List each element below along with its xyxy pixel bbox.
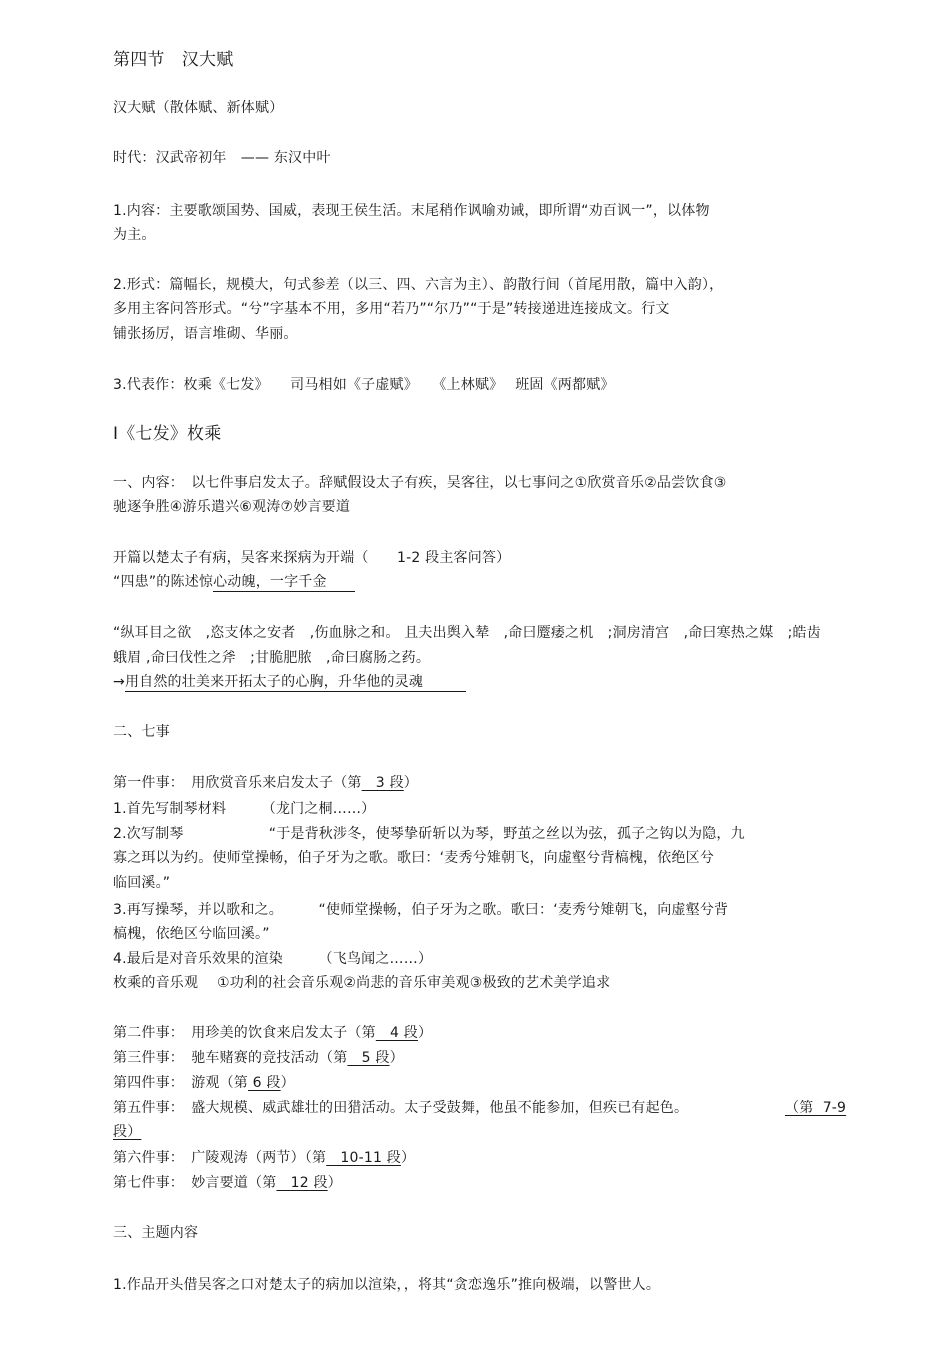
quote-line-3 [113, 673, 466, 692]
theme-line-1: 1.作品开头借吴客之口对楚太子的病加以渲染，，将其“贪恋逸乐”推向极端，以警世人。 [113, 1277, 661, 1293]
form-line-3: 铺张扬厉，语言堆砌、华丽。 [113, 326, 298, 342]
first-item-2-line-3: 临回溪。” [113, 875, 171, 891]
qifa-title: Ⅰ《七发》枚乘 [113, 424, 222, 444]
section-title: 第四节 汉大赋 [113, 50, 234, 70]
first-item-3-line-2: 槁槐，依绝区兮临回溪。” [113, 926, 270, 942]
quote-line-1: “纵耳目之欲 ,恣支体之安者 ,伤血脉之和。 且夫出舆入辇 ,命曰蹷痿之机 ;洞房清宫 ,命曰寒热之媒 ;皓齿 [113, 625, 821, 641]
first-event-head [113, 774, 418, 792]
event-6-paragraph: 10-11 段 [326, 1150, 401, 1166]
event-7-paragraph: 12 段 [276, 1175, 328, 1191]
event-2-close: ） [417, 1025, 433, 1041]
era-line: 时代：汉武帝初年 —— 东汉中叶 [113, 150, 331, 166]
event-5-paragraph-cont: 段） [113, 1124, 142, 1140]
part1-line-2: 驰逐争胜④游乐遣兴⑥观涛⑦妙言要道 [113, 499, 351, 515]
event-4 [113, 1074, 295, 1092]
opening-line-2-text: “四患”的陈述惊 [113, 574, 214, 590]
event-4-paragraph: 6 段 [248, 1075, 281, 1091]
part2-title: 二、七事 [113, 724, 170, 740]
event-2-paragraph: 4 段 [375, 1025, 418, 1041]
event-2 [113, 1024, 432, 1042]
event-3-paragraph: 5 段 [347, 1050, 390, 1066]
first-event-close: ） [403, 775, 418, 791]
first-item-4: 4.最后是对音乐效果的渲染 （飞鸟闻之……） [113, 951, 433, 967]
event-5-paragraph: （第 7-9 [785, 1100, 847, 1116]
form-line-1: 2.形式：篇幅长，规模大，句式参差（以三、四、六言为主）、韵散行间（首尾用散，篇中入韵）， [113, 277, 724, 293]
first-item-2-line-2: 寡之珥以为约。使师堂操畅，伯子牙为之歌。歌曰：‘麦秀兮雉朝飞，向虚壑兮背槁槐，依绝区兮 [113, 850, 715, 866]
first-item-1: 1.首先写制琴材料 （龙门之桐……） [113, 801, 376, 817]
event-6-label: 第六件事： 广陵观涛（两节）（第 [113, 1150, 327, 1166]
content-line-1: 1.内容：主要歌颂国势、国威，表现王侯生活。末尾稍作讽喻劝诫，即所谓“劝百讽一”，以体物 [113, 203, 710, 219]
form-line-2: 多用主客问答形式。“兮”字基本不用，多用“若乃”“尔乃”“于是”转接递进连接成文。行文 [113, 301, 670, 317]
music-view-line: 枚乘的音乐观 ①功利的社会音乐观②尚悲的音乐审美观③极致的艺术美学追求 [113, 975, 611, 991]
opening-line-1: 开篇以楚太子有病，吴客来探病为开端（ 1-2 段主客问答） [113, 550, 511, 566]
part1-line-1: 一、内容： 以七件事启发太子。辞赋假设太子有疾，吴客往，以七事问之①欣赏音乐②品尝饮食③ [113, 475, 727, 491]
works-line: 3.代表作：枚乘《七发》 司马相如《子虚赋》 《上林赋》 班固《两都赋》 [113, 377, 615, 393]
event-7-close: ） [327, 1175, 342, 1191]
event-7-label: 第七件事： 妙言要道（第 [113, 1175, 277, 1191]
event-6-close: ） [400, 1150, 416, 1166]
event-5: 第五件事： 盛大规模、威武雄壮的田猎活动。太子受鼓舞，他虽不能参加，但疾已有起色。 [113, 1100, 689, 1116]
quote-underlined-phrase: 用自然的壮美来开拓太子的心胸，升华他的灵魂 [124, 674, 466, 690]
first-event-label: 第一件事： 用欣赏音乐来启发太子（第 [113, 775, 362, 791]
opening-line-2 [113, 573, 355, 592]
first-item-3-line-1: 3.再写操琴，并以歌和之。 “使师堂操畅，伯子牙为之歌。歌曰：‘麦秀兮雉朝飞，向虚壑兮背 [113, 902, 729, 918]
event-3-label: 第三件事： 驰车赌赛的竞技活动（第 [113, 1050, 348, 1066]
content-line-2: 为主。 [113, 227, 156, 243]
event-6 [113, 1149, 415, 1167]
event-3 [113, 1049, 404, 1067]
first-item-2-line-1: 2.次写制琴 “于是背秋涉冬，使琴挚斫斩以为琴，野茧之丝以为弦，孤子之钩以为隐，九 [113, 826, 745, 842]
opening-underlined-phrase: 心动魄，一字千金 [213, 574, 356, 590]
part3-title: 三、主题内容 [113, 1225, 199, 1241]
event-4-label: 第四件事： 游观（第 [113, 1075, 248, 1091]
quote-line-2: 蛾眉 ,命曰伐性之斧 ;甘脆肥脓 ,命曰腐肠之药。 [113, 650, 431, 666]
event-3-close: ） [389, 1050, 404, 1066]
arrow-icon: → [113, 674, 125, 690]
event-4-close: ） [280, 1075, 295, 1091]
event-7 [113, 1174, 342, 1192]
event-2-label: 第二件事： 用珍美的饮食来启发太子（第 [113, 1025, 376, 1041]
first-event-paragraph: 3 段 [361, 775, 404, 791]
subtitle: 汉大赋（散体赋、新体赋） [113, 100, 284, 116]
